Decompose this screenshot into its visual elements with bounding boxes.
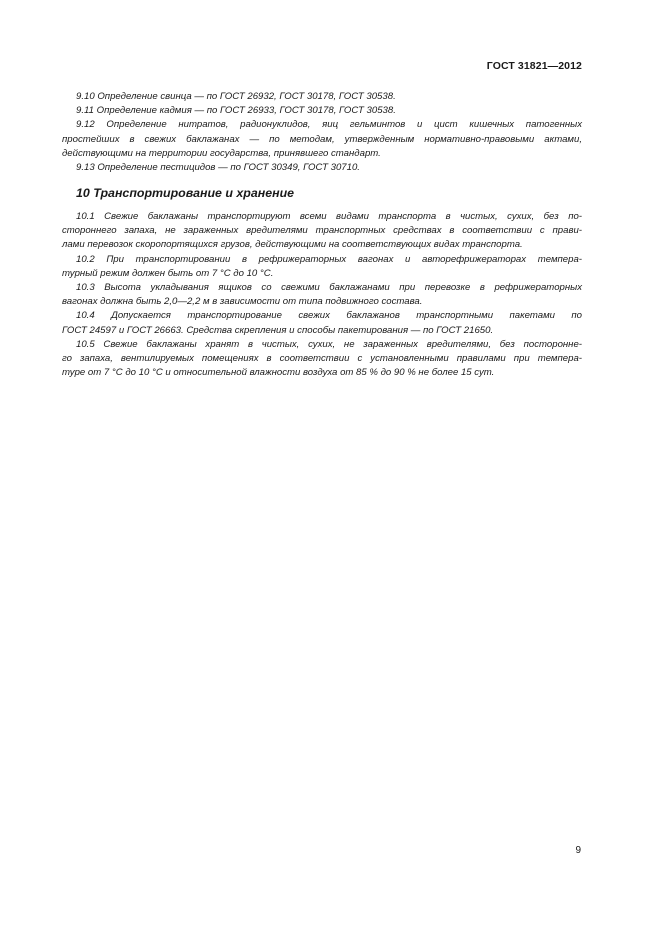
clause-10-1-line-1: 10.1 Свежие баклажаны транспортируют всеми видами транспорта в чистых, сухих, без по- (76, 211, 582, 222)
standard-header: ГОСТ 31821—2012 (486, 60, 582, 72)
clause-10-3-line-1: 10.3 Высота укладывания ящиков со свежими баклажанами при перевозке в рефрижераторных (76, 282, 582, 294)
clause-10-5-line-1: 10.5 Свежие баклажаны хранят в чистых, сухих, не зараженных вредителями, без посторонне- (76, 338, 582, 350)
clause-9-11: 9.11 Определение кадмия — по ГОСТ 26933, ГОСТ 30178, ГОСТ 30538. (76, 105, 396, 117)
clause-9-13: 9.13 Определение пестицидов — по ГОСТ 30349, ГОСТ 30710. (76, 162, 360, 174)
clause-10-2-line-1: 10.2 При транспортировании в рефрижераторных вагонах и авторефрижераторах темпера- (76, 253, 582, 265)
clause-10-4-line-2: ГОСТ 24597 и ГОСТ 26663. Средства скрепления и способы пакетирования — по ГОСТ 21650. (62, 324, 494, 336)
clause-10-3-line-2: вагонах должна быть 2,0—2,2 м в зависимости от типа подвижного состава. (62, 296, 423, 308)
section-10-body (62, 210, 582, 380)
clause-10-1-line-3: лами перевозок скоропортящихся грузов, действующими на соответствующих видах транспорта. (62, 239, 523, 251)
section-10-title: 10 Транспортирование и хранение (76, 186, 295, 200)
clause-10-2-line-2: турный режим должен быть от 7 °С до 10 °С. (62, 267, 274, 279)
section-9-tail (62, 90, 582, 175)
clause-9-12-line-3: действующими на территории государства, принявшего стандарт. (62, 147, 381, 159)
clause-10-1-line-2: стороннего запаха, не зараженных вредителями транспортных средствах в соответствии с прави- (62, 225, 582, 237)
clause-9-12-line-1: 9.12 Определение нитратов, радионуклидов, яиц гельминтов и цист кишечных патогенных (76, 119, 582, 131)
clause-10-5-line-3: туре от 7 °С до 10 °С и относительной влажности воздуха от 85 % до 90 % не более 15 сут. (62, 367, 495, 379)
clause-9-12-line-2: простейших в свежих баклажанах — по методам, утвержденным нормативно-правовыми актами, (62, 133, 582, 145)
clause-9-10: 9.10 Определение свинца — по ГОСТ 26932, ГОСТ 30178, ГОСТ 30538. (76, 91, 396, 102)
page-number: 9 (575, 845, 581, 856)
clause-10-4-line-1: 10.4 Допускается транспортирование свежих баклажанов транспортными пакетами по (76, 310, 582, 322)
clause-10-5-line-2: го запаха, вентилируемых помещениях в соответствии с установленными правилами при темпера- (62, 353, 582, 365)
